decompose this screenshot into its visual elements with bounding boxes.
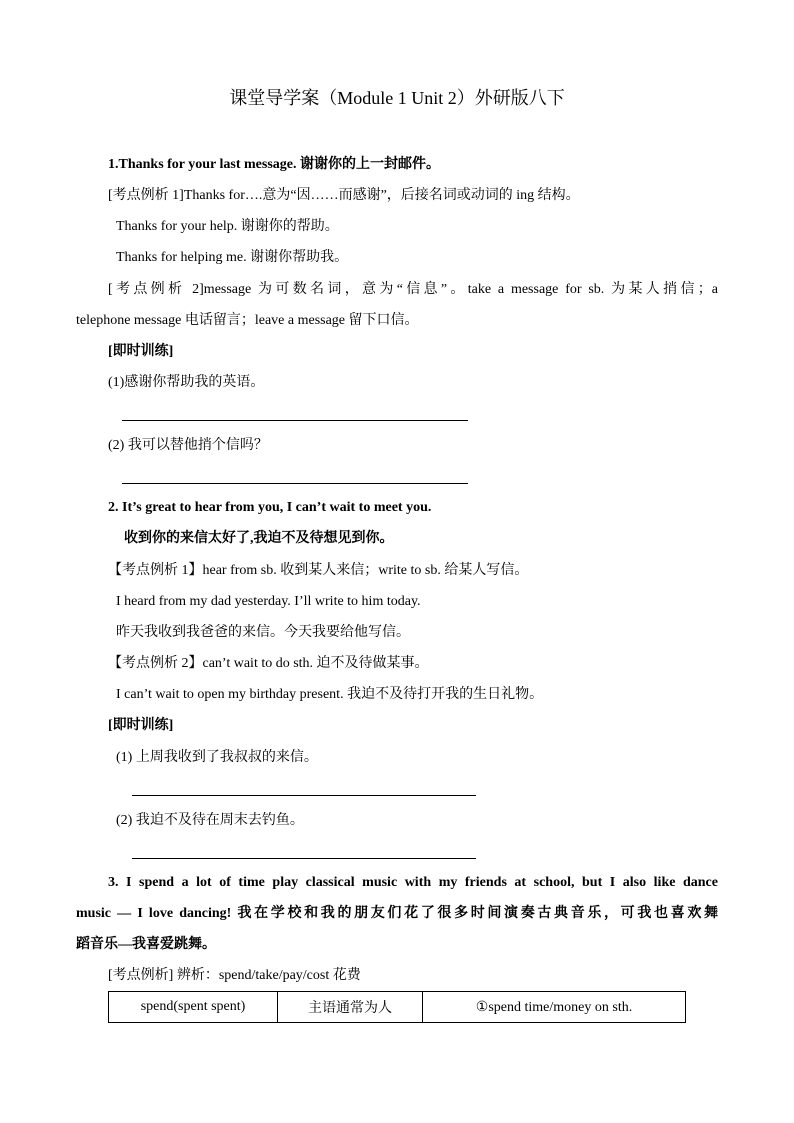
- spend-comparison-table: [108, 991, 686, 1023]
- section-2-heading: 2. It’s great to hear from you, I can’t wait to meet you.: [108, 500, 432, 515]
- section-2-point-1: 【考点例析 1】hear from sb. 收到某人来信；write to sb. 给某人写信。: [108, 563, 529, 578]
- table-cell: ①spend time/money on sth.: [423, 992, 686, 1023]
- section-1-question-1: (1)感谢你帮助我的英语。: [108, 375, 265, 390]
- section-1-practice-label: [即时训练]: [108, 344, 174, 359]
- section-2-answer-line-2[interactable]: [132, 858, 476, 859]
- section-1-example-2: Thanks for helping me. 谢谢你帮助我。: [116, 250, 349, 265]
- section-1-heading: 1.Thanks for your last message. 谢谢你的上一封邮件。: [108, 157, 441, 172]
- section-3-point: [考点例析] 辨析：spend/take/pay/cost 花费: [108, 968, 361, 983]
- section-3-heading-line-1: 3. I spend a lot of time play classical music with my friends at school, but I also like dance: [108, 875, 718, 890]
- section-2-question-2: (2) 我迫不及待在周末去钓鱼。: [116, 813, 304, 828]
- section-2-point-2: 【考点例析 2】can’t wait to do sth. 迫不及待做某事。: [108, 656, 429, 671]
- table-cell: spend(spent spent): [109, 992, 278, 1023]
- page-title: 课堂导学案（Module 1 Unit 2）外研版八下: [229, 88, 565, 108]
- section-2-example-2: I can’t wait to open my birthday present. 我迫不及待打开我的生日礼物。: [116, 687, 544, 702]
- section-1-answer-line-2[interactable]: [122, 483, 468, 484]
- section-2-answer-line-1[interactable]: [132, 795, 476, 796]
- section-2-question-1: (1) 上周我收到了我叔叔的来信。: [116, 750, 318, 765]
- table-cell: 主语通常为人: [278, 992, 423, 1023]
- section-1-answer-line-1[interactable]: [122, 420, 468, 421]
- table-row: [109, 992, 686, 1023]
- section-1-example-1: Thanks for your help. 谢谢你的帮助。: [116, 219, 339, 234]
- section-2-practice-label: [即时训练]: [108, 718, 174, 733]
- section-2-example-1: I heard from my dad yesterday. I’ll write to him today.: [116, 594, 421, 609]
- section-3-heading-line-3: 蹈音乐—我喜爱跳舞。: [76, 937, 216, 952]
- section-3-heading-line-2: music — I love dancing! 我在学校和我的朋友们花了很多时间演奏古典音乐，可我也喜欢舞: [76, 906, 718, 921]
- section-2-example-1-cn: 昨天我收到我爸爸的来信。今天我要给他写信。: [116, 625, 410, 640]
- section-1-point-2-line-2: telephone message 电话留言；leave a message 留下口信。: [76, 313, 419, 328]
- section-1-point-1: [考点例析 1]Thanks for….意为“因……而感谢”，后接名词或动词的 ing 结构。: [108, 188, 580, 203]
- section-2-heading-cn: 收到你的来信太好了,我迫不及待想见到你。: [124, 531, 394, 546]
- section-1-point-2-line-1: [考点例析 2]message 为可数名词，意为“信息”。take a message for sb. 为某人捎信；a: [108, 282, 718, 297]
- section-1-question-2: (2) 我可以替他捎个信吗？: [108, 438, 268, 453]
